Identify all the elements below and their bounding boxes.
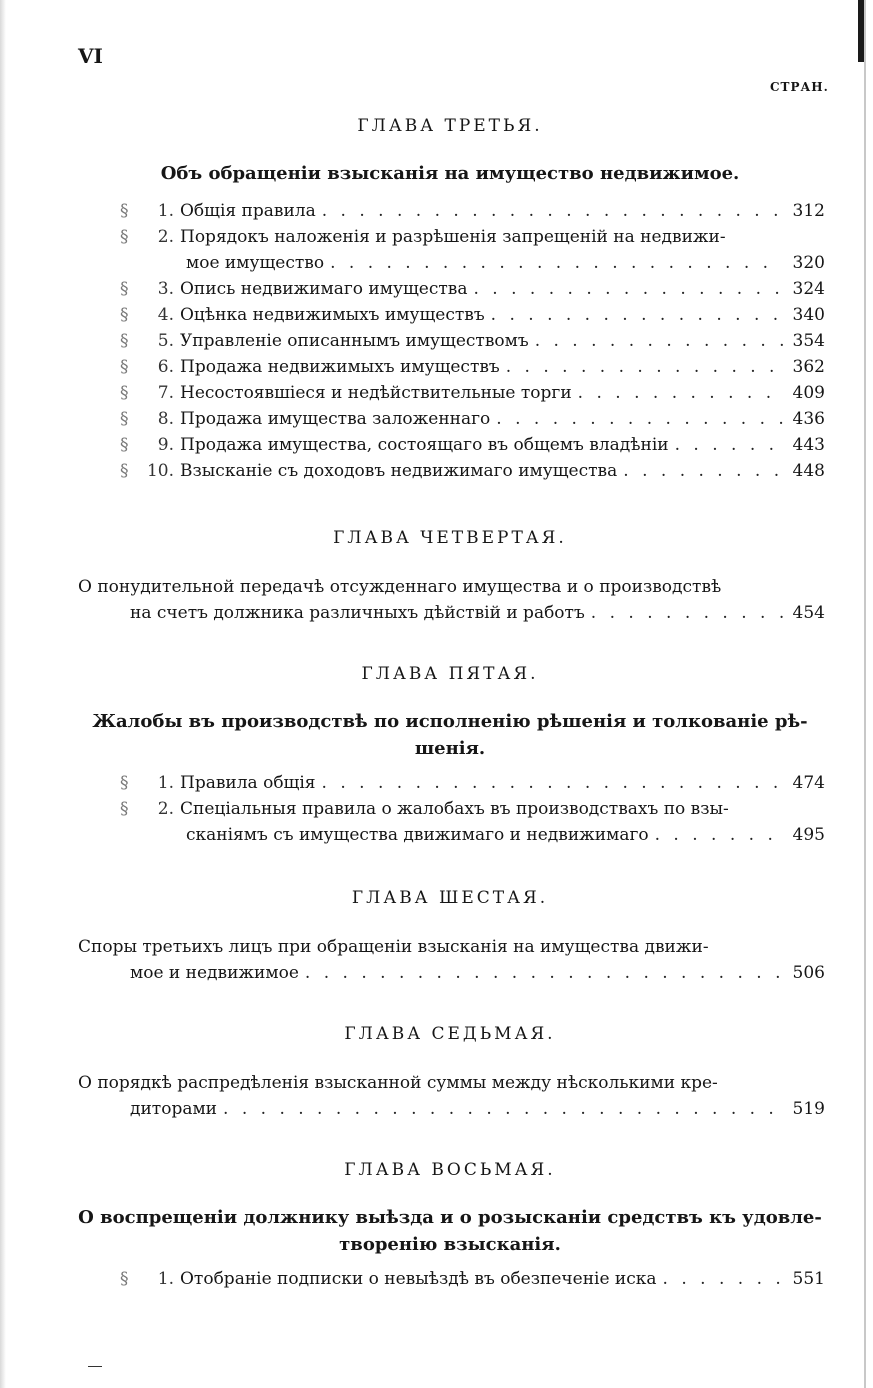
entry-title: Продажа имущества, состоящаго въ общемъ владѣніи <box>180 435 669 455</box>
leader-dots <box>657 1266 783 1292</box>
entry-number: 5. <box>157 331 174 351</box>
entry-number: 9. <box>157 435 174 455</box>
entry-number: 1. <box>157 1269 174 1289</box>
chapter-title-line2: шенія. <box>414 738 486 759</box>
entry-title: мое и недвижимое <box>130 963 299 983</box>
entry-title: Продажа имущества заложеннаго <box>180 409 491 429</box>
leader-dots <box>324 250 783 276</box>
entry-title: Отобраніе подписки о невыѣздѣ въ обезпеченіе иска <box>180 1269 657 1289</box>
entry-page: 506 <box>792 963 825 983</box>
entry-number: 3. <box>157 279 174 299</box>
toc-entry[interactable] <box>186 822 825 848</box>
toc-entry-line1[interactable] <box>120 796 825 822</box>
entry-title: мое имущество <box>186 253 325 273</box>
leader-dots <box>649 822 783 848</box>
entry-title: диторами <box>130 1099 218 1119</box>
entry-title: Несостоявшіеся и недѣйствительные торги <box>180 383 572 403</box>
page-bottom-mark <box>88 1366 102 1367</box>
entry-page: 324 <box>792 279 825 299</box>
chapter-heading: ГЛАВА ТРЕТЬЯ. <box>357 116 543 136</box>
entry-page: 519 <box>792 1099 825 1119</box>
entry-page: 551 <box>792 1269 825 1289</box>
entry-title: на счетъ должника различныхъ дѣйствій и работъ <box>130 603 585 623</box>
toc-entry[interactable] <box>120 302 825 328</box>
entry-page: 436 <box>792 409 825 429</box>
leader-dots <box>529 328 783 354</box>
leader-dots <box>490 406 783 432</box>
chapter-heading: ГЛАВА ЧЕТВЕРТАЯ. <box>333 528 567 548</box>
section-sign: § <box>120 461 129 481</box>
entry-number: 4. <box>157 305 174 325</box>
section-sign: § <box>120 799 129 819</box>
entry-page: 312 <box>792 201 825 221</box>
section-sign: § <box>120 383 129 403</box>
page-edge-line <box>864 0 866 1388</box>
toc-entry[interactable] <box>120 354 825 380</box>
entry-title: Оцѣнка недвижимыхъ имуществъ <box>180 305 485 325</box>
section-sign: § <box>120 279 129 299</box>
section-sign: § <box>120 227 129 247</box>
entry-number: 1. <box>157 201 174 221</box>
page-edge-mark <box>858 0 864 62</box>
entry-title: Взысканіе съ доходовъ недвижимаго имущества <box>180 461 618 481</box>
entry-page: 362 <box>792 357 825 377</box>
section-sign: § <box>120 201 129 221</box>
entry-page: 454 <box>792 603 825 623</box>
entry-title-line1: О понудительной передачѣ отсужденнаго имущества и о производствѣ <box>78 577 722 597</box>
entry-title: сканіямъ съ имущества движимаго и недвижимаго <box>186 825 649 845</box>
leader-dots <box>585 600 783 626</box>
toc-entry[interactable] <box>120 198 825 224</box>
leader-dots <box>217 1096 783 1122</box>
toc-entry[interactable] <box>120 406 825 432</box>
leader-dots <box>500 354 783 380</box>
entry-title-line1: Спеціальныя правила о жалобахъ въ производствахъ по взы- <box>180 799 729 819</box>
entry-number: 2. <box>157 227 174 247</box>
section-sign: § <box>120 435 129 455</box>
chapter-title-line1: Жалобы въ производствѣ по исполненію рѣшенія и толкованіе рѣ- <box>92 711 808 732</box>
toc-entry[interactable] <box>120 770 825 796</box>
chapter-title-line2: творенію взысканія. <box>339 1234 561 1255</box>
entry-title: Управленіе описаннымъ имуществомъ <box>180 331 529 351</box>
leader-dots <box>467 276 783 302</box>
section-sign: § <box>120 409 129 429</box>
toc-entry[interactable] <box>130 600 825 626</box>
entry-title-line1: Порядокъ наложенія и разрѣшенія запрещеній на недвижи- <box>180 227 726 247</box>
toc-entry[interactable] <box>120 276 825 302</box>
entry-page: 409 <box>792 383 825 403</box>
entry-title-line1: О порядкѣ распредѣленія взысканной суммы между нѣсколькими кре- <box>78 1073 718 1093</box>
entry-number: 10. <box>146 461 174 481</box>
entry-page: 340 <box>792 305 825 325</box>
leader-dots <box>316 198 783 224</box>
entry-title: Общія правила <box>180 201 316 221</box>
toc-entry[interactable] <box>130 1096 825 1122</box>
toc-entry[interactable] <box>120 380 825 406</box>
entry-number: 2. <box>157 799 174 819</box>
toc-entry[interactable] <box>120 328 825 354</box>
page-number: VI <box>78 44 103 68</box>
toc-entry-line1[interactable] <box>120 224 825 250</box>
leader-dots <box>316 770 783 796</box>
entry-title: Опись недвижимаго имущества <box>180 279 468 299</box>
leader-dots <box>485 302 783 328</box>
section-sign: § <box>120 305 129 325</box>
chapter-heading: ГЛАВА ПЯТАЯ. <box>361 664 539 684</box>
chapter-heading: ГЛАВА СЕДЬМАЯ. <box>344 1024 556 1044</box>
entry-number: 1. <box>157 773 174 793</box>
entry-title: Правила общія <box>180 773 316 793</box>
toc-entry[interactable] <box>120 1266 825 1292</box>
section-sign: § <box>120 331 129 351</box>
entry-page: 354 <box>792 331 825 351</box>
entry-title: Продажа недвижимыхъ имуществъ <box>180 357 500 377</box>
leader-dots <box>572 380 783 406</box>
chapter-title-line1: О воспрещеніи должнику выѣзда и о розысканіи средствъ къ удовле- <box>78 1207 822 1228</box>
chapter-title: Объ обращеніи взысканія на имущество недвижимое. <box>160 163 740 184</box>
entry-page: 443 <box>792 435 825 455</box>
section-sign: § <box>120 1269 129 1289</box>
entry-number: 6. <box>157 357 174 377</box>
entry-number: 8. <box>157 409 174 429</box>
toc-entry[interactable] <box>130 960 825 986</box>
chapter-heading: ГЛАВА ВОСЬМАЯ. <box>344 1160 556 1180</box>
toc-entry[interactable] <box>120 432 825 458</box>
toc-entry[interactable] <box>120 458 825 484</box>
entry-page: 474 <box>792 773 825 793</box>
toc-entry[interactable] <box>186 250 825 276</box>
entry-page: 320 <box>792 253 825 273</box>
page-column-label: СТРАН. <box>770 80 829 94</box>
entry-page: 448 <box>792 461 825 481</box>
entry-number: 7. <box>157 383 174 403</box>
leader-dots <box>299 960 783 986</box>
entry-title-line1: Споры третьихъ лицъ при обращеніи взысканія на имущества движи- <box>78 937 709 957</box>
entry-page: 495 <box>792 825 825 845</box>
leader-dots <box>669 432 783 458</box>
section-sign: § <box>120 773 129 793</box>
section-sign: § <box>120 357 129 377</box>
leader-dots <box>617 458 783 484</box>
page-edge-shadow <box>0 0 6 1388</box>
chapter-heading: ГЛАВА ШЕСТАЯ. <box>351 888 549 908</box>
